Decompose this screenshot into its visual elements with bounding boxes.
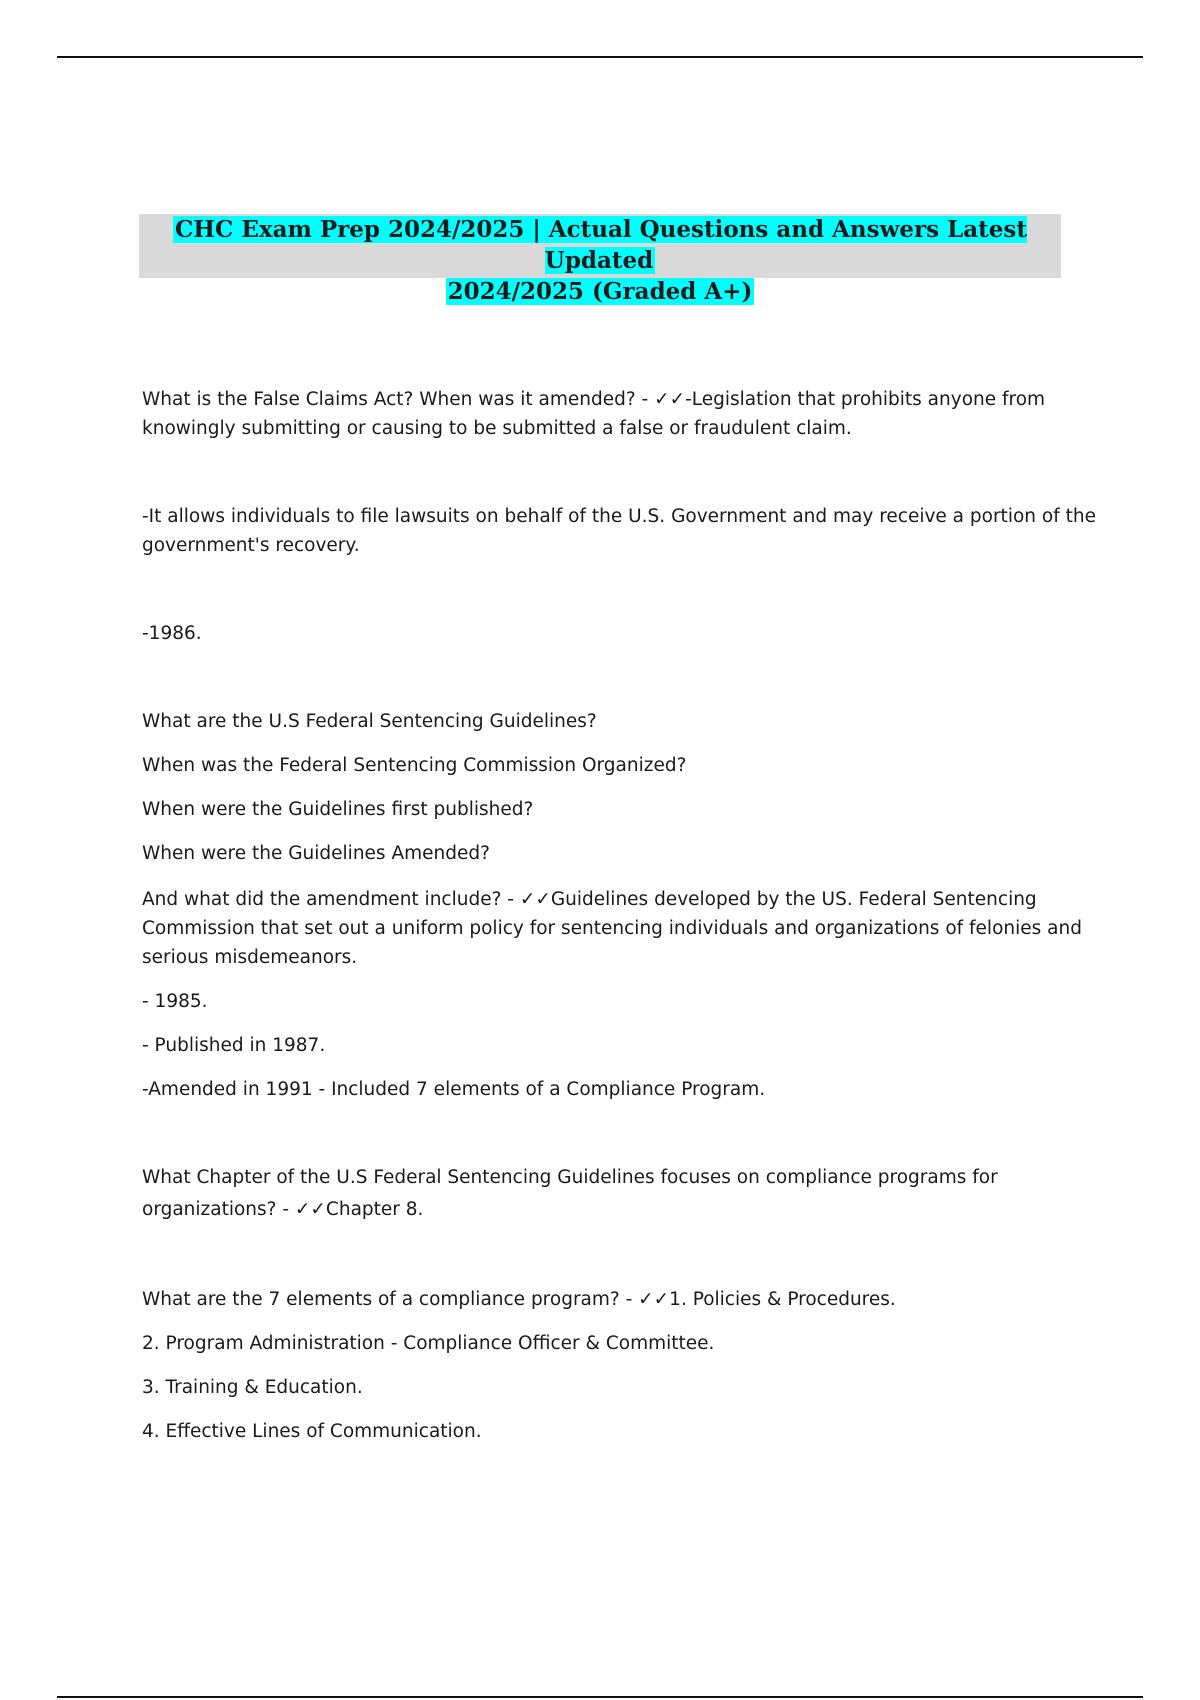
bottom-rule (57, 1696, 1143, 1698)
title-line-2: 2024/2025 (Graded A+) (447, 278, 753, 305)
body-line: -1986. (142, 623, 202, 644)
body-line: government's recovery. (142, 535, 360, 556)
body-line: -Amended in 1991 - Included 7 elements of a Compliance Program. (142, 1079, 766, 1100)
body-line: knowingly submitting or causing to be submitted a false or fraudulent claim. (142, 418, 852, 439)
body-line: What Chapter of the U.S Federal Sentencing Guidelines focuses on compliance programs for (142, 1167, 998, 1188)
document-body (142, 385, 1096, 1446)
body-line: 2. Program Administration - Compliance Officer & Committee. (142, 1333, 715, 1354)
body-line: organizations? - ✓✓Chapter 8. (142, 1199, 424, 1220)
top-rule (57, 56, 1143, 58)
body-line: What is the False Claims Act? When was it amended? - ✓✓-Legislation that prohibits anyone from (142, 389, 1046, 410)
body-line: What are the U.S Federal Sentencing Guidelines? (142, 711, 597, 732)
body-line: When were the Guidelines Amended? (142, 843, 490, 864)
body-line: What are the 7 elements of a compliance program? - ✓✓1. Policies & Procedures. (142, 1289, 896, 1310)
body-line: Commission that set out a uniform policy for sentencing individuals and organizations of felonies and (142, 918, 1082, 939)
document-title (139, 214, 1061, 305)
body-line: And what did the amendment include? - ✓✓Guidelines developed by the US. Federal Sentencing (142, 889, 1037, 910)
title-line-1: CHC Exam Prep 2024/2025 | Actual Questions and Answers Latest Updated (175, 216, 1027, 274)
body-line: serious misdemeanors. (142, 947, 358, 968)
body-line: When was the Federal Sentencing Commission Organized? (142, 755, 687, 776)
body-line: -It allows individuals to file lawsuits on behalf of the U.S. Government and may receive a portion of the (142, 506, 1096, 527)
body-line: 4. Effective Lines of Communication. (142, 1421, 482, 1442)
body-line: - 1985. (142, 991, 208, 1012)
body-line: - Published in 1987. (142, 1035, 326, 1056)
body-line: When were the Guidelines first published? (142, 799, 534, 820)
body-line: 3. Training & Education. (142, 1377, 363, 1398)
